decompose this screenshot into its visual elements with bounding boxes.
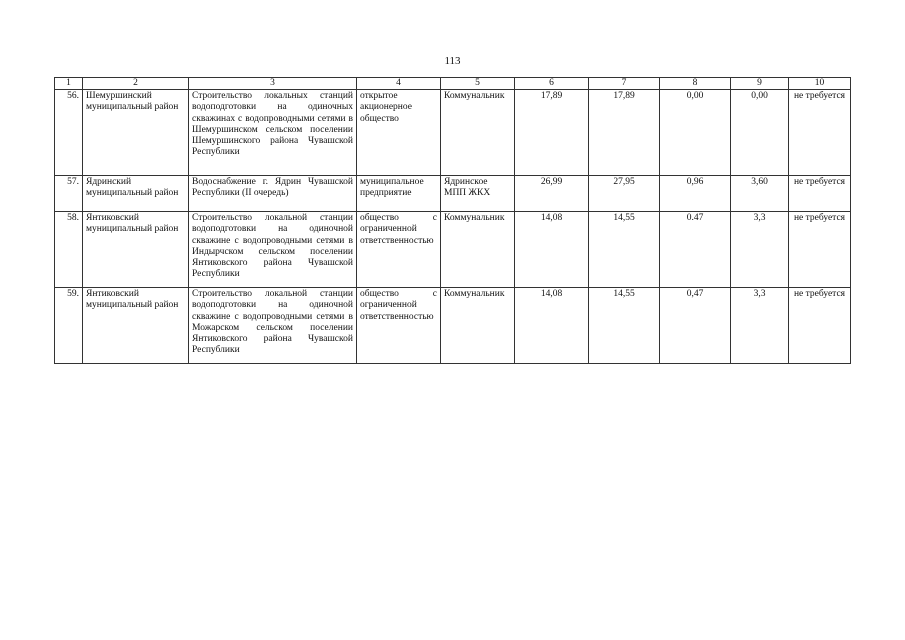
owner-cell: открытое акционерное общество (357, 90, 441, 176)
value-cell-7: 17,89 (589, 90, 660, 176)
project-cell: Водоснабжение г. Ядрин Чувашской Республики (II очередь) (189, 176, 357, 212)
operator-cell: Коммунальник (441, 212, 515, 288)
value-cell-7: 27,95 (589, 176, 660, 212)
value-cell-6: 14,08 (515, 288, 589, 364)
requirement-cell: не требуется (789, 288, 851, 364)
project-cell: Строительство локальной станции водоподготовки на одиночной скважине с водопроводными сетями в Можарском сельском поселении Янтиковского района Чувашской Республики (189, 288, 357, 364)
data-table (54, 77, 851, 364)
owner-cell: муниципальное предприятие (357, 176, 441, 212)
row-number: 58. (55, 212, 83, 288)
value-cell-9: 3,3 (731, 212, 789, 288)
operator-cell: Коммунальник (441, 288, 515, 364)
column-header: 10 (789, 78, 851, 90)
district-cell: Ядринский муниципальный район (83, 176, 189, 212)
owner-cell: общество с ограниченной ответственностью (357, 288, 441, 364)
operator-cell: Коммунальник (441, 90, 515, 176)
column-header: 8 (660, 78, 731, 90)
requirement-cell: не требуется (789, 176, 851, 212)
column-header: 3 (189, 78, 357, 90)
district-cell: Шемуршинский муниципальный район (83, 90, 189, 176)
value-cell-8: 0,00 (660, 90, 731, 176)
value-cell-6: 14,08 (515, 212, 589, 288)
value-cell-9: 3,60 (731, 176, 789, 212)
column-header: 9 (731, 78, 789, 90)
table-row (55, 176, 851, 212)
column-header: 6 (515, 78, 589, 90)
table-row (55, 90, 851, 176)
value-cell-8: 0,96 (660, 176, 731, 212)
row-number: 56. (55, 90, 83, 176)
column-header: 5 (441, 78, 515, 90)
operator-cell: Ядринское МПП ЖКХ (441, 176, 515, 212)
value-cell-7: 14,55 (589, 288, 660, 364)
value-cell-9: 0,00 (731, 90, 789, 176)
owner-cell: общество с ограниченной ответственностью (357, 212, 441, 288)
district-cell: Янтиковский муниципальный район (83, 288, 189, 364)
value-cell-7: 14,55 (589, 212, 660, 288)
project-cell: Строительство локальной станции водоподготовки на одиночной скважине с водопроводными сетями в Индырчском сельском поселении Янтиковского района Чувашской Республики (189, 212, 357, 288)
district-cell: Янтиковский муниципальный район (83, 212, 189, 288)
value-cell-6: 17,89 (515, 90, 589, 176)
table-row (55, 288, 851, 364)
value-cell-9: 3,3 (731, 288, 789, 364)
requirement-cell: не требуется (789, 90, 851, 176)
value-cell-6: 26,99 (515, 176, 589, 212)
project-cell: Строительство локальных станций водоподготовки на одиночных скважинах с водопроводными сетями в Шемуршинском сельском поселении Шемуршинского района Чувашской Республики (189, 90, 357, 176)
value-cell-8: 0,47 (660, 288, 731, 364)
value-cell-8: 0.47 (660, 212, 731, 288)
page-number: 113 (444, 55, 461, 67)
column-header: 1 (55, 78, 83, 90)
table-row (55, 212, 851, 288)
column-header: 2 (83, 78, 189, 90)
table-header-row (55, 78, 851, 90)
requirement-cell: не требуется (789, 212, 851, 288)
row-number: 59. (55, 288, 83, 364)
column-header: 7 (589, 78, 660, 90)
column-header: 4 (357, 78, 441, 90)
row-number: 57. (55, 176, 83, 212)
